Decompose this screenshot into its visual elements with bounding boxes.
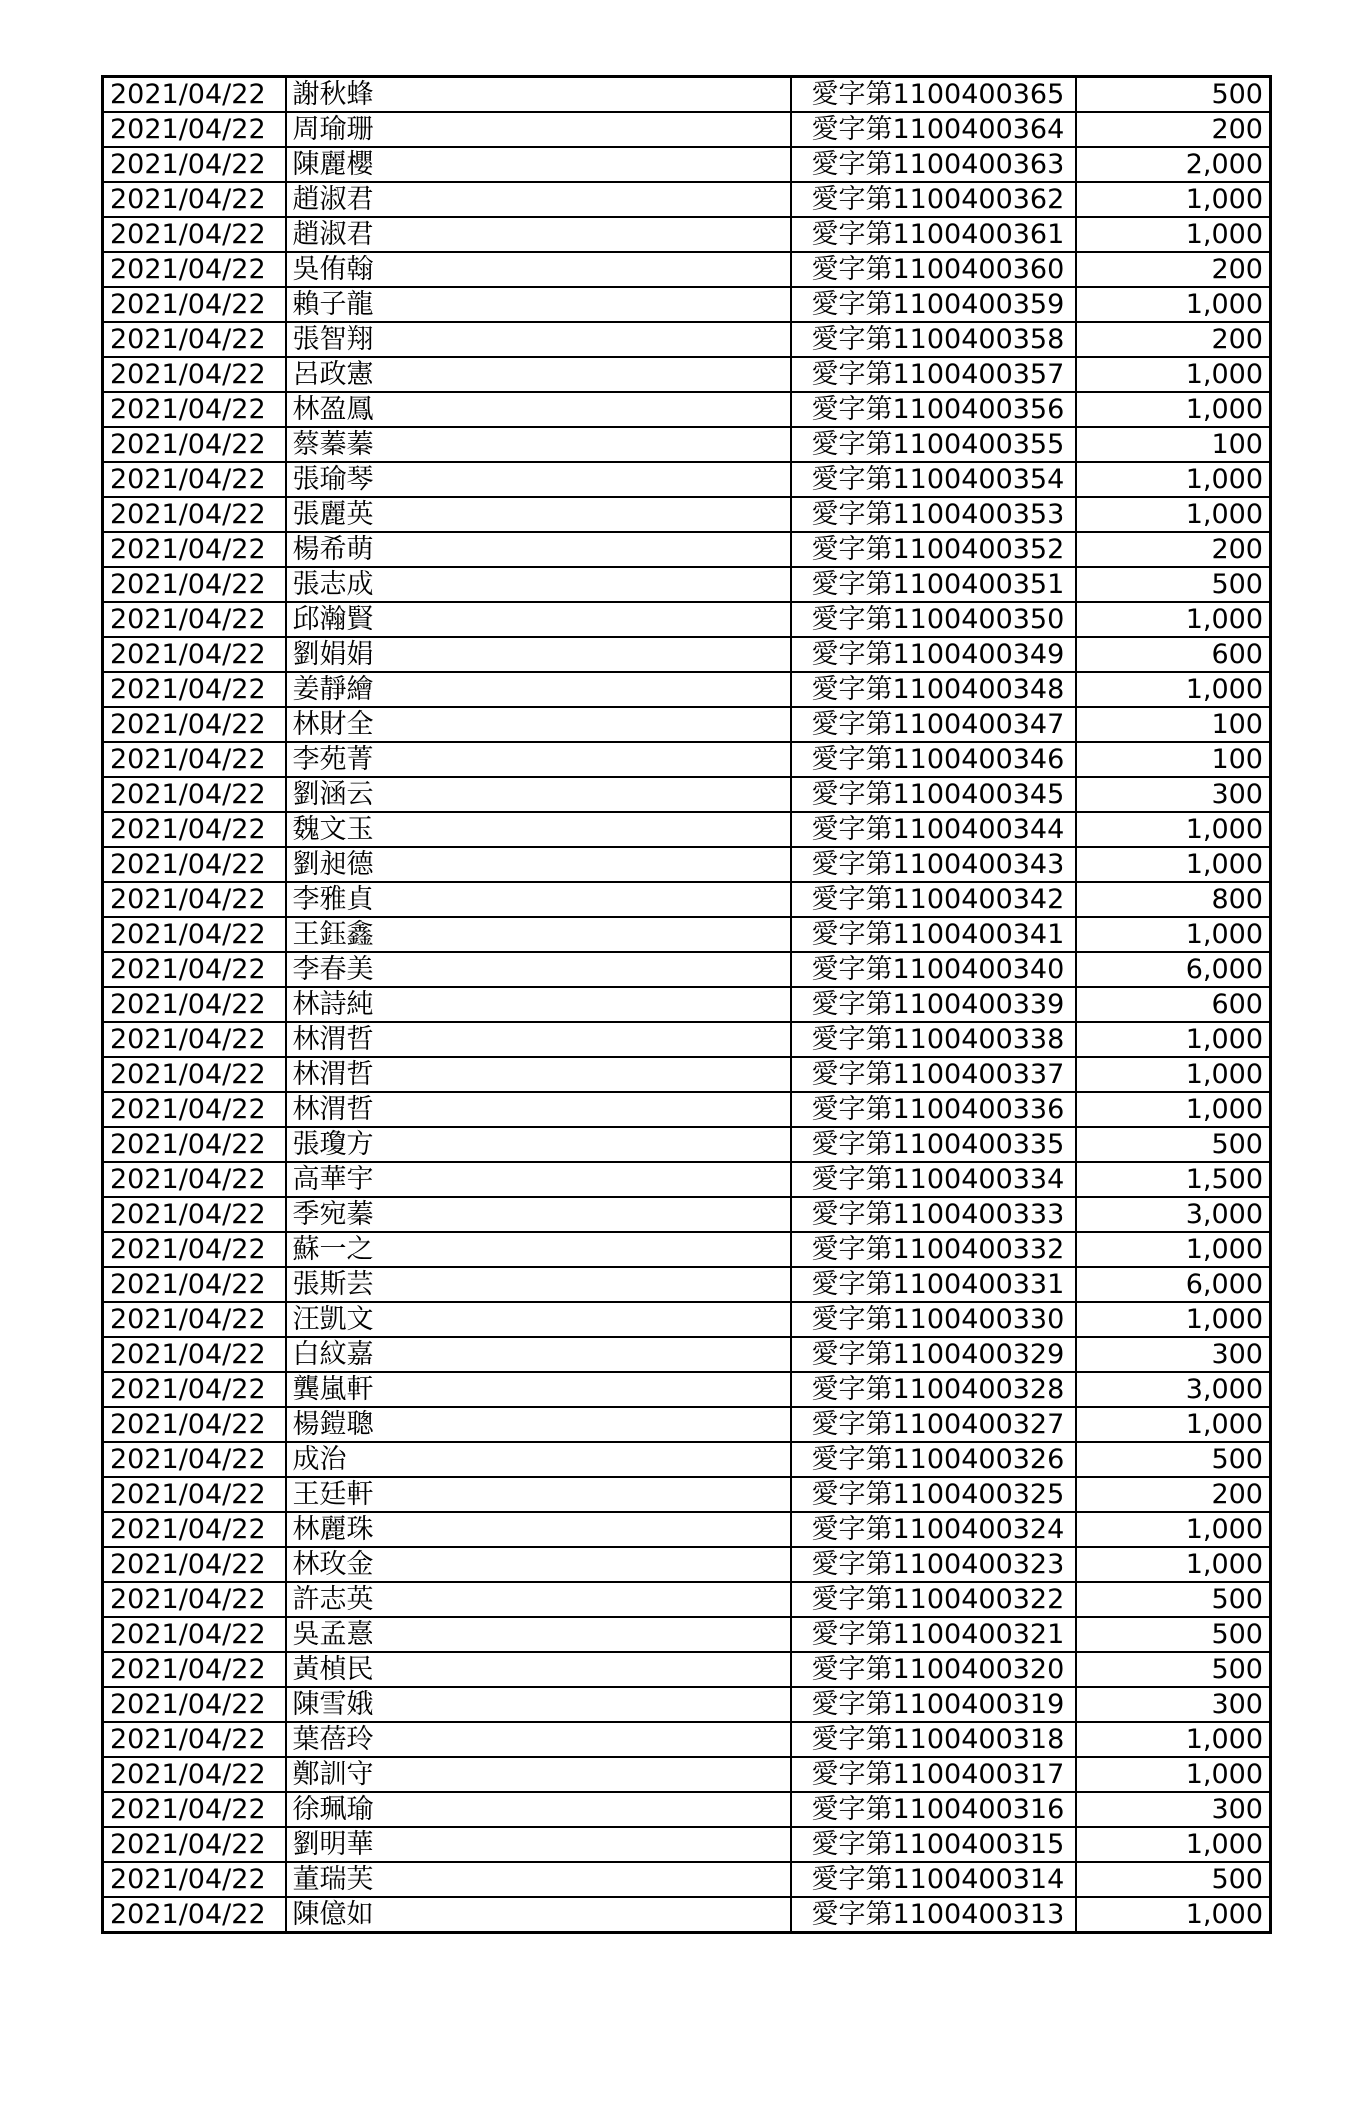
date-cell: 2021/04/22 — [103, 392, 286, 427]
donor-name-cell: 龔嵐軒 — [286, 1372, 791, 1407]
amount-cell: 1,000 — [1076, 462, 1271, 497]
date-cell: 2021/04/22 — [103, 847, 286, 882]
amount-cell: 500 — [1076, 1652, 1271, 1687]
donor-name-cell: 劉明華 — [286, 1827, 791, 1862]
amount-cell: 100 — [1076, 707, 1271, 742]
table-row — [103, 1652, 1271, 1687]
date-cell: 2021/04/22 — [103, 1512, 286, 1547]
amount-cell: 200 — [1076, 322, 1271, 357]
table-row — [103, 952, 1271, 987]
table-row — [103, 147, 1271, 182]
receipt-number-cell: 愛字第1100400364 — [791, 112, 1076, 147]
receipt-number-cell: 愛字第1100400353 — [791, 497, 1076, 532]
donor-name-cell: 吳侑翰 — [286, 252, 791, 287]
amount-cell: 1,000 — [1076, 1757, 1271, 1792]
receipt-number-cell: 愛字第1100400326 — [791, 1442, 1076, 1477]
receipt-number-cell: 愛字第1100400318 — [791, 1722, 1076, 1757]
receipt-number-cell: 愛字第1100400325 — [791, 1477, 1076, 1512]
date-cell: 2021/04/22 — [103, 532, 286, 567]
receipt-number-cell: 愛字第1100400345 — [791, 777, 1076, 812]
amount-cell: 1,000 — [1076, 1302, 1271, 1337]
receipt-number-cell: 愛字第1100400331 — [791, 1267, 1076, 1302]
receipt-number-cell: 愛字第1100400361 — [791, 217, 1076, 252]
date-cell: 2021/04/22 — [103, 812, 286, 847]
date-cell: 2021/04/22 — [103, 147, 286, 182]
donor-name-cell: 白紋嘉 — [286, 1337, 791, 1372]
date-cell: 2021/04/22 — [103, 322, 286, 357]
donor-name-cell: 黃楨民 — [286, 1652, 791, 1687]
table-row — [103, 637, 1271, 672]
table-row — [103, 462, 1271, 497]
table-row — [103, 1582, 1271, 1617]
table-row — [103, 287, 1271, 322]
table-row — [103, 217, 1271, 252]
receipt-number-cell: 愛字第1100400313 — [791, 1897, 1076, 1933]
date-cell: 2021/04/22 — [103, 497, 286, 532]
table-row — [103, 987, 1271, 1022]
table-row — [103, 427, 1271, 462]
receipt-number-cell: 愛字第1100400355 — [791, 427, 1076, 462]
amount-cell: 6,000 — [1076, 1267, 1271, 1302]
date-cell: 2021/04/22 — [103, 742, 286, 777]
donor-name-cell: 林玫金 — [286, 1547, 791, 1582]
table-row — [103, 1757, 1271, 1792]
table-row — [103, 1127, 1271, 1162]
amount-cell: 300 — [1076, 777, 1271, 812]
amount-cell: 1,000 — [1076, 917, 1271, 952]
table-row — [103, 1337, 1271, 1372]
amount-cell: 300 — [1076, 1792, 1271, 1827]
date-cell: 2021/04/22 — [103, 1197, 286, 1232]
donor-name-cell: 王鈺鑫 — [286, 917, 791, 952]
date-cell: 2021/04/22 — [103, 952, 286, 987]
donor-name-cell: 林詩純 — [286, 987, 791, 1022]
donor-name-cell: 徐珮瑜 — [286, 1792, 791, 1827]
donation-table — [101, 75, 1272, 1934]
date-cell: 2021/04/22 — [103, 777, 286, 812]
receipt-number-cell: 愛字第1100400336 — [791, 1092, 1076, 1127]
amount-cell: 1,000 — [1076, 847, 1271, 882]
date-cell: 2021/04/22 — [103, 1302, 286, 1337]
table-row — [103, 1897, 1271, 1933]
table-row — [103, 1827, 1271, 1862]
table-row — [103, 1267, 1271, 1302]
donor-name-cell: 林盈鳳 — [286, 392, 791, 427]
donor-name-cell: 高華宇 — [286, 1162, 791, 1197]
donor-name-cell: 楊鎧聰 — [286, 1407, 791, 1442]
date-cell: 2021/04/22 — [103, 1372, 286, 1407]
date-cell: 2021/04/22 — [103, 1477, 286, 1512]
amount-cell: 1,500 — [1076, 1162, 1271, 1197]
amount-cell: 1,000 — [1076, 182, 1271, 217]
receipt-number-cell: 愛字第1100400348 — [791, 672, 1076, 707]
donor-name-cell: 呂政憲 — [286, 357, 791, 392]
receipt-number-cell: 愛字第1100400349 — [791, 637, 1076, 672]
receipt-number-cell: 愛字第1100400350 — [791, 602, 1076, 637]
receipt-number-cell: 愛字第1100400338 — [791, 1022, 1076, 1057]
receipt-number-cell: 愛字第1100400357 — [791, 357, 1076, 392]
date-cell: 2021/04/22 — [103, 987, 286, 1022]
receipt-number-cell: 愛字第1100400323 — [791, 1547, 1076, 1582]
receipt-number-cell: 愛字第1100400365 — [791, 77, 1076, 113]
date-cell: 2021/04/22 — [103, 637, 286, 672]
receipt-number-cell: 愛字第1100400340 — [791, 952, 1076, 987]
donor-name-cell: 陳麗櫻 — [286, 147, 791, 182]
date-cell: 2021/04/22 — [103, 1722, 286, 1757]
amount-cell: 1,000 — [1076, 497, 1271, 532]
date-cell: 2021/04/22 — [103, 1232, 286, 1267]
receipt-number-cell: 愛字第1100400320 — [791, 1652, 1076, 1687]
receipt-number-cell: 愛字第1100400314 — [791, 1862, 1076, 1897]
date-cell: 2021/04/22 — [103, 917, 286, 952]
date-cell: 2021/04/22 — [103, 567, 286, 602]
amount-cell: 800 — [1076, 882, 1271, 917]
amount-cell: 1,000 — [1076, 1092, 1271, 1127]
donor-name-cell: 汪凱文 — [286, 1302, 791, 1337]
table-row — [103, 322, 1271, 357]
table-row — [103, 1407, 1271, 1442]
date-cell: 2021/04/22 — [103, 1407, 286, 1442]
donor-name-cell: 趙淑君 — [286, 217, 791, 252]
donation-table-body — [103, 77, 1271, 1933]
date-cell: 2021/04/22 — [103, 672, 286, 707]
table-row — [103, 917, 1271, 952]
date-cell: 2021/04/22 — [103, 427, 286, 462]
receipt-number-cell: 愛字第1100400332 — [791, 1232, 1076, 1267]
donor-name-cell: 楊希萌 — [286, 532, 791, 567]
receipt-number-cell: 愛字第1100400321 — [791, 1617, 1076, 1652]
receipt-number-cell: 愛字第1100400341 — [791, 917, 1076, 952]
table-row — [103, 1862, 1271, 1897]
amount-cell: 1,000 — [1076, 1547, 1271, 1582]
receipt-number-cell: 愛字第1100400346 — [791, 742, 1076, 777]
amount-cell: 1,000 — [1076, 602, 1271, 637]
table-row — [103, 357, 1271, 392]
receipt-number-cell: 愛字第1100400337 — [791, 1057, 1076, 1092]
amount-cell: 1,000 — [1076, 1512, 1271, 1547]
amount-cell: 1,000 — [1076, 672, 1271, 707]
donor-name-cell: 姜靜繪 — [286, 672, 791, 707]
table-row — [103, 182, 1271, 217]
receipt-number-cell: 愛字第1100400328 — [791, 1372, 1076, 1407]
table-row — [103, 882, 1271, 917]
date-cell: 2021/04/22 — [103, 1442, 286, 1477]
date-cell: 2021/04/22 — [103, 1127, 286, 1162]
date-cell: 2021/04/22 — [103, 1582, 286, 1617]
table-row — [103, 1512, 1271, 1547]
table-row — [103, 1057, 1271, 1092]
donor-name-cell: 吳孟憙 — [286, 1617, 791, 1652]
amount-cell: 1,000 — [1076, 1722, 1271, 1757]
date-cell: 2021/04/22 — [103, 357, 286, 392]
amount-cell: 600 — [1076, 987, 1271, 1022]
amount-cell: 1,000 — [1076, 812, 1271, 847]
date-cell: 2021/04/22 — [103, 1162, 286, 1197]
receipt-number-cell: 愛字第1100400358 — [791, 322, 1076, 357]
donor-name-cell: 邱瀚賢 — [286, 602, 791, 637]
date-cell: 2021/04/22 — [103, 1652, 286, 1687]
amount-cell: 1,000 — [1076, 1827, 1271, 1862]
amount-cell: 500 — [1076, 1617, 1271, 1652]
date-cell: 2021/04/22 — [103, 252, 286, 287]
date-cell: 2021/04/22 — [103, 1057, 286, 1092]
amount-cell: 1,000 — [1076, 357, 1271, 392]
donor-name-cell: 蔡蓁蓁 — [286, 427, 791, 462]
amount-cell: 1,000 — [1076, 1232, 1271, 1267]
amount-cell: 300 — [1076, 1687, 1271, 1722]
receipt-number-cell: 愛字第1100400356 — [791, 392, 1076, 427]
donor-name-cell: 許志英 — [286, 1582, 791, 1617]
donor-name-cell: 劉娟娟 — [286, 637, 791, 672]
receipt-number-cell: 愛字第1100400343 — [791, 847, 1076, 882]
table-row — [103, 392, 1271, 427]
receipt-number-cell: 愛字第1100400335 — [791, 1127, 1076, 1162]
date-cell: 2021/04/22 — [103, 462, 286, 497]
donor-name-cell: 成治 — [286, 1442, 791, 1477]
table-row — [103, 1092, 1271, 1127]
table-row — [103, 1722, 1271, 1757]
table-row — [103, 567, 1271, 602]
receipt-number-cell: 愛字第1100400362 — [791, 182, 1076, 217]
table-row — [103, 707, 1271, 742]
donor-name-cell: 趙淑君 — [286, 182, 791, 217]
date-cell: 2021/04/22 — [103, 1092, 286, 1127]
date-cell: 2021/04/22 — [103, 1617, 286, 1652]
donor-name-cell: 周瑜珊 — [286, 112, 791, 147]
amount-cell: 1,000 — [1076, 287, 1271, 322]
receipt-number-cell: 愛字第1100400327 — [791, 1407, 1076, 1442]
amount-cell: 100 — [1076, 742, 1271, 777]
amount-cell: 3,000 — [1076, 1197, 1271, 1232]
donor-name-cell: 張斯芸 — [286, 1267, 791, 1302]
donor-name-cell: 賴子龍 — [286, 287, 791, 322]
receipt-number-cell: 愛字第1100400324 — [791, 1512, 1076, 1547]
donor-name-cell: 陳雪娥 — [286, 1687, 791, 1722]
donor-name-cell: 林麗珠 — [286, 1512, 791, 1547]
table-row — [103, 532, 1271, 567]
receipt-number-cell: 愛字第1100400354 — [791, 462, 1076, 497]
date-cell: 2021/04/22 — [103, 1687, 286, 1722]
table-row — [103, 1162, 1271, 1197]
receipt-number-cell: 愛字第1100400352 — [791, 532, 1076, 567]
amount-cell: 200 — [1076, 112, 1271, 147]
table-row — [103, 1442, 1271, 1477]
donor-name-cell: 鄭訓守 — [286, 1757, 791, 1792]
amount-cell: 200 — [1076, 532, 1271, 567]
amount-cell: 500 — [1076, 567, 1271, 602]
receipt-number-cell: 愛字第1100400329 — [791, 1337, 1076, 1372]
date-cell: 2021/04/22 — [103, 602, 286, 637]
receipt-number-cell: 愛字第1100400334 — [791, 1162, 1076, 1197]
receipt-number-cell: 愛字第1100400342 — [791, 882, 1076, 917]
date-cell: 2021/04/22 — [103, 1267, 286, 1302]
amount-cell: 600 — [1076, 637, 1271, 672]
donor-name-cell: 葉蓓玲 — [286, 1722, 791, 1757]
table-row — [103, 742, 1271, 777]
receipt-number-cell: 愛字第1100400339 — [791, 987, 1076, 1022]
table-row — [103, 777, 1271, 812]
receipt-number-cell: 愛字第1100400351 — [791, 567, 1076, 602]
date-cell: 2021/04/22 — [103, 882, 286, 917]
donor-name-cell: 陳億如 — [286, 1897, 791, 1933]
donor-name-cell: 李苑菁 — [286, 742, 791, 777]
receipt-number-cell: 愛字第1100400319 — [791, 1687, 1076, 1722]
donor-name-cell: 謝秋蜂 — [286, 77, 791, 113]
donor-name-cell: 張麗英 — [286, 497, 791, 532]
amount-cell: 500 — [1076, 1582, 1271, 1617]
amount-cell: 500 — [1076, 1127, 1271, 1162]
amount-cell: 1,000 — [1076, 1022, 1271, 1057]
receipt-number-cell: 愛字第1100400344 — [791, 812, 1076, 847]
donor-name-cell: 劉涵云 — [286, 777, 791, 812]
table-row — [103, 1232, 1271, 1267]
table-row — [103, 252, 1271, 287]
table-row — [103, 812, 1271, 847]
amount-cell: 100 — [1076, 427, 1271, 462]
amount-cell: 500 — [1076, 77, 1271, 113]
amount-cell: 3,000 — [1076, 1372, 1271, 1407]
donor-name-cell: 董瑞芙 — [286, 1862, 791, 1897]
receipt-number-cell: 愛字第1100400333 — [791, 1197, 1076, 1232]
date-cell: 2021/04/22 — [103, 707, 286, 742]
donor-name-cell: 張智翔 — [286, 322, 791, 357]
receipt-number-cell: 愛字第1100400316 — [791, 1792, 1076, 1827]
table-row — [103, 1197, 1271, 1232]
donor-name-cell: 季宛蓁 — [286, 1197, 791, 1232]
receipt-number-cell: 愛字第1100400322 — [791, 1582, 1076, 1617]
donor-name-cell: 林財全 — [286, 707, 791, 742]
amount-cell: 6,000 — [1076, 952, 1271, 987]
donor-name-cell: 林渭哲 — [286, 1057, 791, 1092]
amount-cell: 500 — [1076, 1862, 1271, 1897]
date-cell: 2021/04/22 — [103, 287, 286, 322]
date-cell: 2021/04/22 — [103, 217, 286, 252]
date-cell: 2021/04/22 — [103, 77, 286, 113]
amount-cell: 500 — [1076, 1442, 1271, 1477]
table-row — [103, 77, 1271, 113]
amount-cell: 1,000 — [1076, 1057, 1271, 1092]
table-row — [103, 1372, 1271, 1407]
table-row — [103, 1302, 1271, 1337]
donor-name-cell: 魏文玉 — [286, 812, 791, 847]
receipt-number-cell: 愛字第1100400317 — [791, 1757, 1076, 1792]
amount-cell: 1,000 — [1076, 1897, 1271, 1933]
donor-name-cell: 蘇一之 — [286, 1232, 791, 1267]
amount-cell: 1,000 — [1076, 1407, 1271, 1442]
donor-name-cell: 林渭哲 — [286, 1022, 791, 1057]
date-cell: 2021/04/22 — [103, 1757, 286, 1792]
receipt-number-cell: 愛字第1100400315 — [791, 1827, 1076, 1862]
donor-name-cell: 劉昶德 — [286, 847, 791, 882]
receipt-number-cell: 愛字第1100400360 — [791, 252, 1076, 287]
table-row — [103, 672, 1271, 707]
amount-cell: 200 — [1076, 1477, 1271, 1512]
donor-name-cell: 林渭哲 — [286, 1092, 791, 1127]
date-cell: 2021/04/22 — [103, 1897, 286, 1933]
receipt-number-cell: 愛字第1100400363 — [791, 147, 1076, 182]
table-row — [103, 602, 1271, 637]
table-row — [103, 1687, 1271, 1722]
date-cell: 2021/04/22 — [103, 1022, 286, 1057]
date-cell: 2021/04/22 — [103, 1827, 286, 1862]
donor-name-cell: 王廷軒 — [286, 1477, 791, 1512]
amount-cell: 200 — [1076, 252, 1271, 287]
table-row — [103, 1792, 1271, 1827]
date-cell: 2021/04/22 — [103, 1337, 286, 1372]
date-cell: 2021/04/22 — [103, 1862, 286, 1897]
table-row — [103, 1022, 1271, 1057]
receipt-number-cell: 愛字第1100400359 — [791, 287, 1076, 322]
receipt-number-cell: 愛字第1100400347 — [791, 707, 1076, 742]
table-row — [103, 1477, 1271, 1512]
table-row — [103, 1617, 1271, 1652]
amount-cell: 1,000 — [1076, 217, 1271, 252]
donor-name-cell: 李雅貞 — [286, 882, 791, 917]
amount-cell: 1,000 — [1076, 392, 1271, 427]
table-row — [103, 112, 1271, 147]
table-row — [103, 1547, 1271, 1582]
donor-name-cell: 張瓊方 — [286, 1127, 791, 1162]
amount-cell: 300 — [1076, 1337, 1271, 1372]
donor-name-cell: 張瑜琴 — [286, 462, 791, 497]
date-cell: 2021/04/22 — [103, 112, 286, 147]
table-row — [103, 497, 1271, 532]
donor-name-cell: 張志成 — [286, 567, 791, 602]
amount-cell: 2,000 — [1076, 147, 1271, 182]
date-cell: 2021/04/22 — [103, 1547, 286, 1582]
table-row — [103, 847, 1271, 882]
donor-name-cell: 李春美 — [286, 952, 791, 987]
date-cell: 2021/04/22 — [103, 1792, 286, 1827]
receipt-number-cell: 愛字第1100400330 — [791, 1302, 1076, 1337]
date-cell: 2021/04/22 — [103, 182, 286, 217]
